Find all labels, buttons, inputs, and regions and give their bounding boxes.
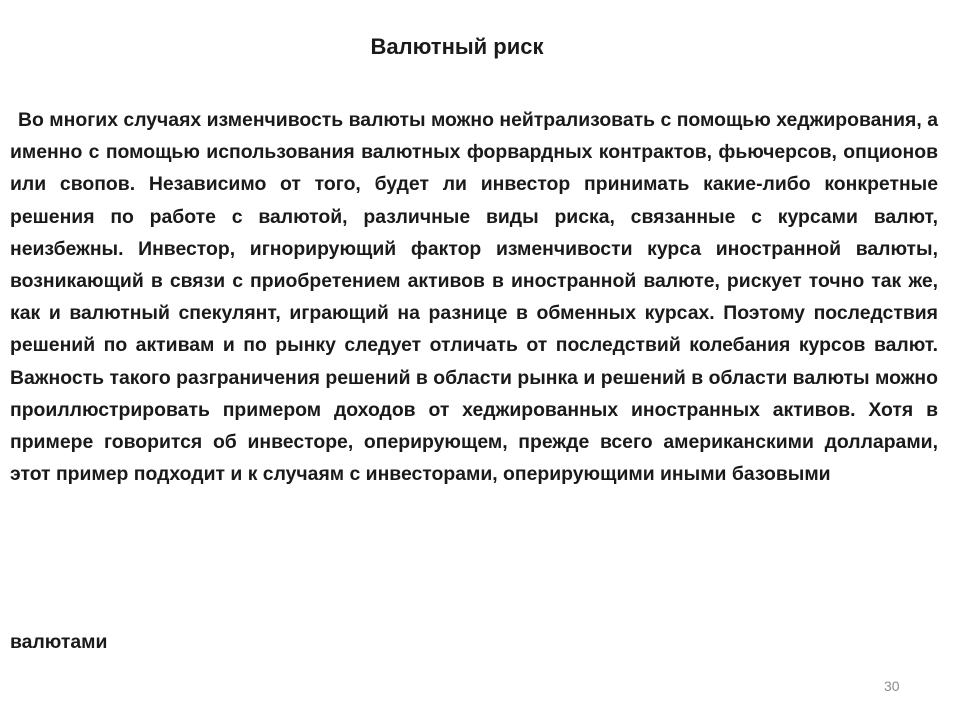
page-number: 30	[884, 678, 900, 694]
slide-title: Валютный риск	[370, 34, 544, 59]
body-paragraph: Во многих случаях изменчивость валюты можно нейтрализовать с помощью хеджирования, а именно с помощью использования валютных форвардных контрактов, фьючерсов, опционов или свопов. Независимо от того, будет ли инвестор принимать какие-либо конкретные решения по работе с валютой, различные виды риска, связанные с курсами валют, неизбежны. Инвестор, игнорирующий фактор изменчивости курса иностранной валюты, возникающий в связи с приобретением активов в иностранной валюте, рискует точно так же, как и валютный спекулянт, играющий на разнице в обменных курсах. Поэтому последствия решений по активам и по рынку следует отличать от последствий колебания курсов валют. Важность такого разграничения решений в области рынка и решений в области валюты можно проиллюстрировать примером доходов от хеджированных иностранных активов. Хотя в примере говорится об инвесторе, оперирующем, прежде всего американскими долларами, этот пример подходит и к случаям с инвесторами, оперирующими иными базовыми	[10, 109, 938, 486]
body-trailing-line: валютами	[10, 631, 108, 653]
